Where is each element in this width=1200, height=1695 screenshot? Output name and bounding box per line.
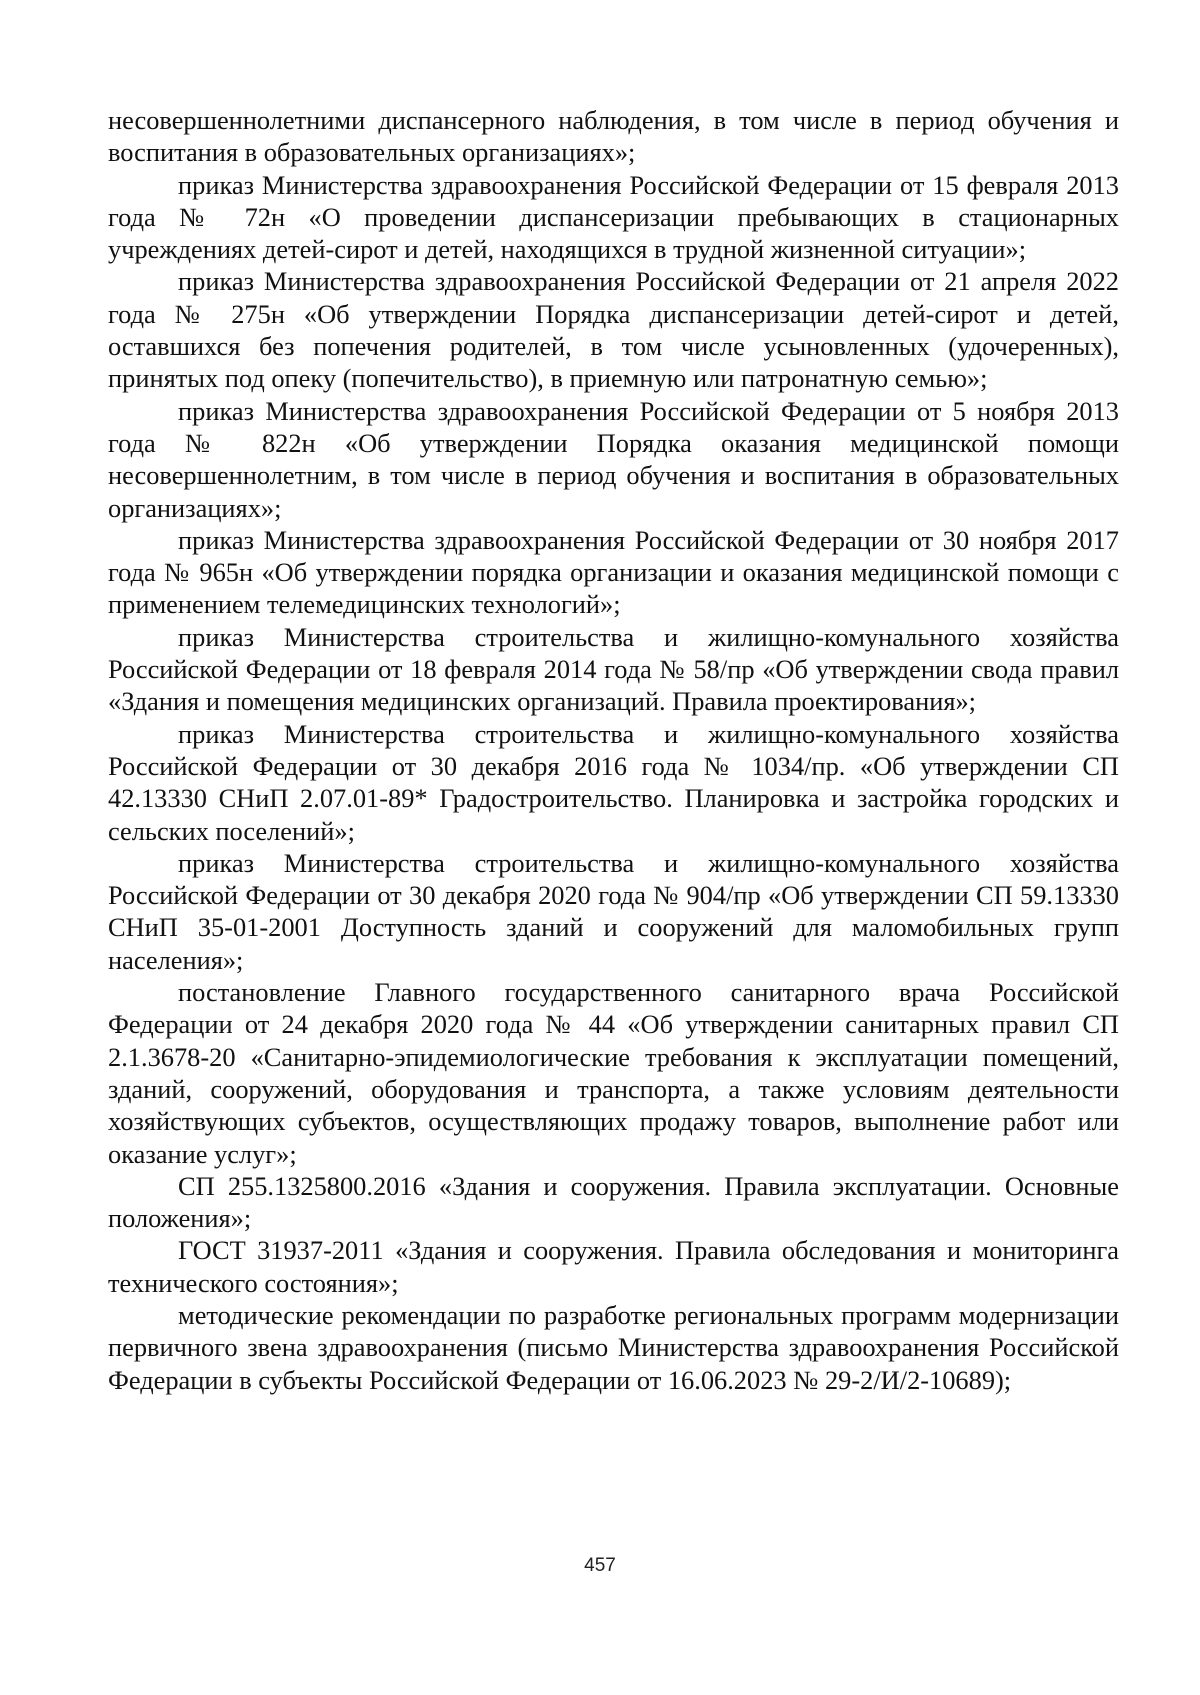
paragraph-order-58pr: приказ Министерства строительства и жилищно-комунального хозяйства Российской Федерации от 18 февраля 2014 года № 58/пр «Об утверждении свода правил «Здания и помещения медицинских организаций. Правила проектирования»; — [108, 621, 1119, 717]
paragraph-order-1034pr: приказ Министерства строительства и жилищно-комунального хозяйства Российской Федерации от 30 декабря 2016 года № 1034/пр. «Об утверждении СП 42.13330 СНиП 2.07.01-89* Градостроительство. Планировка и застройка городских и сельских поселений»; — [108, 718, 1119, 846]
paragraph-gost-31937: ГОСТ 31937-2011 «Здания и сооружения. Правила обследования и мониторинга технического состояния»; — [108, 1235, 1119, 1298]
paragraph-order-965n: приказ Министерства здравоохранения Российской Федерации от 30 ноября 2017 года № 965н «Об утверждении порядка организации и оказания медицинской помощи с применением телемедицинских технологий»; — [108, 524, 1119, 620]
paragraph-order-275n: приказ Министерства здравоохранения Российской Федерации от 21 апреля 2022 года № 275н «Об утверждении Порядка диспансеризации детей-сирот и детей, оставшихся без попечения родителей, в том числе усыновленных (удочеренных), принятых под опеку (попечительство), в приемную или патронатную семью»; — [108, 266, 1119, 394]
paragraph-order-904pr: приказ Министерства строительства и жилищно-комунального хозяйства Российской Федерации от 30 декабря 2020 года № 904/пр «Об утверждении СП 59.13330 СНиП 35-01-2001 Доступность зданий и сооружений для маломобильных групп населения»; — [108, 847, 1119, 975]
paragraph-order-822n: приказ Министерства здравоохранения Российской Федерации от 5 ноября 2013 года № 822н «Об утверждении Порядка оказания медицинской помощи несовершеннолетним, в том числе в период обучения и воспитания в образовательных организациях»; — [108, 395, 1119, 523]
paragraph-order-72n: приказ Министерства здравоохранения Российской Федерации от 15 февраля 2013 года № 72н «О проведении диспансеризации пребывающих в стационарных учреждениях детей-сирот и детей, находящихся в трудной жизненной ситуации»; — [108, 169, 1119, 265]
page-number: 457 — [584, 1555, 616, 1576]
paragraph-methodical-recommendations: методические рекомендации по разработке региональных программ модернизации первичного звена здравоохранения (письмо Министерства здравоохранения Российской Федерации в субъекты Российской Федерации от 16.06.2023 № 29-2/И/2-10689); — [108, 1299, 1119, 1395]
document-body — [108, 104, 1119, 1396]
paragraph-continuation: несовершеннолетними диспансерного наблюдения, в том числе в период обучения и воспитания в образовательных организациях»; — [108, 105, 1119, 168]
paragraph-resolution-44: постановление Главного государственного санитарного врача Российской Федерации от 24 декабря 2020 года № 44 «Об утверждении санитарных правил СП 2.1.3678-20 «Санитарно-эпидемиологические требования к эксплуатации помещений, зданий, сооружений, оборудования и транспорта, а также условиям деятельности хозяйствующих субъектов, осуществляющих продажу товаров, выполнение работ или оказание услуг»; — [108, 977, 1119, 1169]
paragraph-sp-255: СП 255.1325800.2016 «Здания и сооружения. Правила эксплуатации. Основные положения»; — [108, 1170, 1119, 1234]
